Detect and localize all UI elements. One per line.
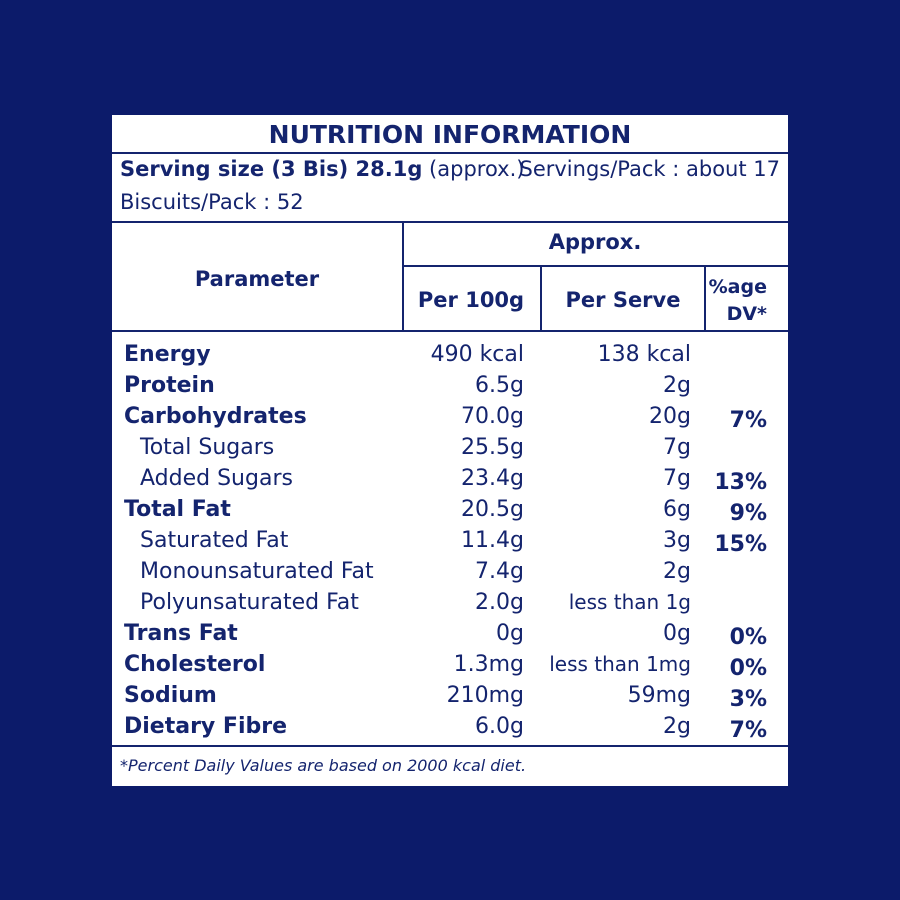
row-per-100g: 6.0g	[475, 714, 524, 739]
row-per-serve: less than 1g	[568, 590, 691, 614]
nutrition-panel	[112, 115, 788, 786]
row-name: Trans Fat	[124, 621, 238, 646]
servings-per-pack: Servings/Pack : about 17	[519, 157, 780, 181]
divider-col-serve	[704, 265, 706, 331]
row-per-serve: 0g	[663, 621, 691, 646]
row-dv: 0%	[729, 625, 767, 650]
row-per-100g: 2.0g	[475, 590, 524, 615]
panel-title: NUTRITION INFORMATION	[268, 120, 632, 149]
row-name: Polyunsaturated Fat	[140, 590, 359, 615]
row-name: Saturated Fat	[140, 528, 289, 553]
serving-size	[120, 159, 524, 180]
divider-approx	[402, 265, 788, 267]
divider-serving	[112, 221, 788, 223]
row-name: Total Sugars	[140, 435, 275, 460]
row-name: Cholesterol	[124, 652, 266, 677]
serving-size-note: (approx.)	[429, 157, 525, 181]
row-per-serve: 59mg	[627, 683, 691, 708]
row-per-100g: 23.4g	[461, 466, 524, 491]
row-per-serve: 2g	[663, 559, 691, 584]
divider-footnote	[112, 745, 788, 747]
header-per-100g: Per 100g	[417, 288, 525, 312]
header-approx: Approx.	[548, 230, 642, 254]
row-per-100g: 210mg	[446, 683, 524, 708]
header-dv-line1: %age	[708, 276, 767, 298]
serving-size-label: Serving size (3 Bis) 28.1g	[120, 157, 423, 181]
divider-title	[112, 152, 788, 154]
row-name: Protein	[124, 373, 215, 398]
row-per-100g: 1.3mg	[453, 652, 524, 677]
divider-header	[112, 330, 788, 332]
row-per-100g: 11.4g	[461, 528, 524, 553]
row-name: Monounsaturated Fat	[140, 559, 374, 584]
row-per-serve: 7g	[663, 466, 691, 491]
row-dv: 15%	[714, 532, 767, 557]
row-name: Carbohydrates	[124, 404, 307, 429]
row-per-serve: 6g	[663, 497, 691, 522]
row-name: Total Fat	[124, 497, 231, 522]
row-per-serve: 7g	[663, 435, 691, 460]
row-per-serve: 138 kcal	[597, 342, 691, 367]
row-name: Energy	[124, 342, 211, 367]
row-per-serve: less than 1mg	[549, 652, 691, 676]
row-per-serve: 2g	[663, 373, 691, 398]
row-name: Sodium	[124, 683, 217, 708]
biscuits-per-pack: Biscuits/Pack : 52	[120, 190, 304, 214]
header-dv-line2: DV*	[726, 303, 767, 325]
row-dv: 0%	[729, 656, 767, 681]
row-per-100g: 0g	[496, 621, 524, 646]
row-per-serve: 2g	[663, 714, 691, 739]
row-name: Added Sugars	[140, 466, 293, 491]
row-per-100g: 70.0g	[461, 404, 524, 429]
row-per-100g: 20.5g	[461, 497, 524, 522]
row-name: Dietary Fibre	[124, 714, 288, 739]
footnote: *Percent Daily Values are based on 2000 kcal diet.	[120, 756, 527, 775]
header-parameter: Parameter	[194, 267, 320, 291]
row-per-100g: 490 kcal	[430, 342, 524, 367]
row-dv: 7%	[729, 408, 767, 433]
row-dv: 3%	[729, 687, 767, 712]
row-per-100g: 25.5g	[461, 435, 524, 460]
row-dv: 13%	[714, 470, 767, 495]
row-per-serve: 20g	[649, 404, 691, 429]
row-per-serve: 3g	[663, 528, 691, 553]
row-dv: 9%	[729, 501, 767, 526]
row-per-100g: 7.4g	[475, 559, 524, 584]
row-dv: 7%	[729, 718, 767, 743]
header-per-serve: Per Serve	[565, 288, 681, 312]
row-per-100g: 6.5g	[475, 373, 524, 398]
